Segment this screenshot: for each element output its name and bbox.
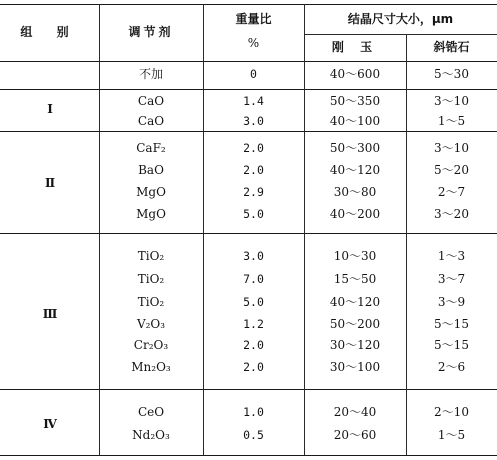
header-ratio-unit: % bbox=[247, 36, 260, 50]
cell-baddeleyite: 3～10 bbox=[434, 94, 469, 108]
cell-ratio: 2.0 bbox=[243, 360, 264, 374]
rule-group-4 bbox=[0, 389, 497, 390]
cell-ratio: 1.4 bbox=[243, 94, 264, 108]
header-baddeleyite: 斜锆石 bbox=[433, 40, 470, 54]
cell-ratio: 3.0 bbox=[243, 114, 264, 128]
rule-group-3 bbox=[0, 233, 497, 234]
group-label: Ⅱ bbox=[44, 176, 56, 190]
cell-modifier: MgO bbox=[136, 185, 166, 199]
cell-corundum: 50～350 bbox=[329, 94, 381, 108]
cell-ratio: 2.0 bbox=[243, 141, 264, 155]
cell-baddeleyite: 1～5 bbox=[437, 428, 466, 442]
cell-modifier: MgO bbox=[136, 207, 166, 221]
cell-ratio: 1.0 bbox=[243, 405, 264, 419]
cell-ratio: 5.0 bbox=[243, 295, 264, 309]
cell-baddeleyite: 1～3 bbox=[437, 249, 466, 263]
cell-modifier: TiO₂ bbox=[137, 249, 165, 263]
cell-modifier: CaO bbox=[137, 114, 165, 128]
cell-modifier: TiO₂ bbox=[137, 272, 165, 286]
cell-modifier: TiO₂ bbox=[137, 295, 165, 309]
cell-corundum: 50～200 bbox=[329, 317, 381, 331]
cell-ratio: 7.0 bbox=[243, 272, 264, 286]
cell-corundum: 50～300 bbox=[329, 141, 381, 155]
cell-modifier: CeO bbox=[137, 405, 165, 419]
cell-corundum: 15～50 bbox=[333, 272, 377, 286]
cell-modifier: Cr₂O₃ bbox=[133, 338, 169, 352]
cell-corundum: 30～120 bbox=[329, 338, 381, 352]
rule-header-bottom bbox=[0, 61, 497, 62]
cell-baddeleyite: 5～15 bbox=[434, 317, 469, 331]
rule-group-2 bbox=[0, 131, 497, 132]
cell-modifier: Nd₂O₃ bbox=[132, 428, 170, 442]
cell-ratio: 2.9 bbox=[243, 185, 264, 199]
cell-baddeleyite: 5～20 bbox=[434, 163, 469, 177]
cell-modifier: BaO bbox=[138, 163, 164, 177]
cell-modifier: V₂O₃ bbox=[136, 317, 166, 331]
cell-corundum: 40～600 bbox=[329, 67, 381, 81]
cell-ratio: 2.0 bbox=[243, 163, 264, 177]
header-crystal-size: 结晶尺寸大小，μm bbox=[347, 12, 454, 26]
cell-baddeleyite: 2～7 bbox=[437, 185, 466, 199]
cell-baddeleyite: 5～15 bbox=[434, 338, 469, 352]
cell-baddeleyite: 3～9 bbox=[437, 295, 466, 309]
cell-baddeleyite: 1～5 bbox=[437, 114, 466, 128]
cell-baddeleyite: 5～30 bbox=[434, 67, 469, 81]
cell-ratio: 0 bbox=[250, 67, 257, 81]
cell-modifier: Mn₂O₃ bbox=[131, 360, 171, 374]
cell-ratio: 3.0 bbox=[243, 249, 264, 263]
cell-corundum: 20～40 bbox=[333, 405, 377, 419]
cell-ratio: 2.0 bbox=[243, 338, 264, 352]
rule-group-1 bbox=[0, 89, 497, 90]
cell-modifier: CaO bbox=[137, 94, 165, 108]
cell-modifier: CaF₂ bbox=[136, 141, 166, 155]
group-label: Ⅳ bbox=[43, 417, 57, 431]
header-modifier: 调节剂 bbox=[128, 25, 174, 39]
rule-subheader bbox=[304, 34, 497, 35]
header-group: 组 别 bbox=[20, 25, 79, 39]
cell-corundum: 20～60 bbox=[333, 428, 377, 442]
header-corundum: 刚 玉 bbox=[331, 40, 379, 54]
cell-modifier: 不加 bbox=[138, 67, 163, 81]
cell-ratio: 5.0 bbox=[243, 207, 264, 221]
cell-baddeleyite: 3～20 bbox=[434, 207, 469, 221]
cell-baddeleyite: 3～7 bbox=[437, 272, 466, 286]
cell-corundum: 40～200 bbox=[329, 207, 381, 221]
header-ratio: 重量比 bbox=[235, 12, 272, 26]
rule-top bbox=[0, 4, 497, 5]
cell-ratio: 0.5 bbox=[243, 428, 264, 442]
group-label: I bbox=[47, 102, 53, 116]
cell-baddeleyite: 3～10 bbox=[434, 141, 469, 155]
group-label: Ⅲ bbox=[42, 307, 58, 321]
cell-baddeleyite: 2～10 bbox=[434, 405, 469, 419]
cell-corundum: 10～30 bbox=[333, 249, 377, 263]
cell-baddeleyite: 2～6 bbox=[437, 360, 466, 374]
rule-bottom bbox=[0, 455, 497, 456]
cell-corundum: 40～120 bbox=[329, 163, 381, 177]
cell-corundum: 40～120 bbox=[329, 295, 381, 309]
cell-corundum: 40～100 bbox=[329, 114, 381, 128]
cell-corundum: 30～80 bbox=[333, 185, 377, 199]
cell-ratio: 1.2 bbox=[243, 317, 264, 331]
cell-corundum: 30～100 bbox=[329, 360, 381, 374]
